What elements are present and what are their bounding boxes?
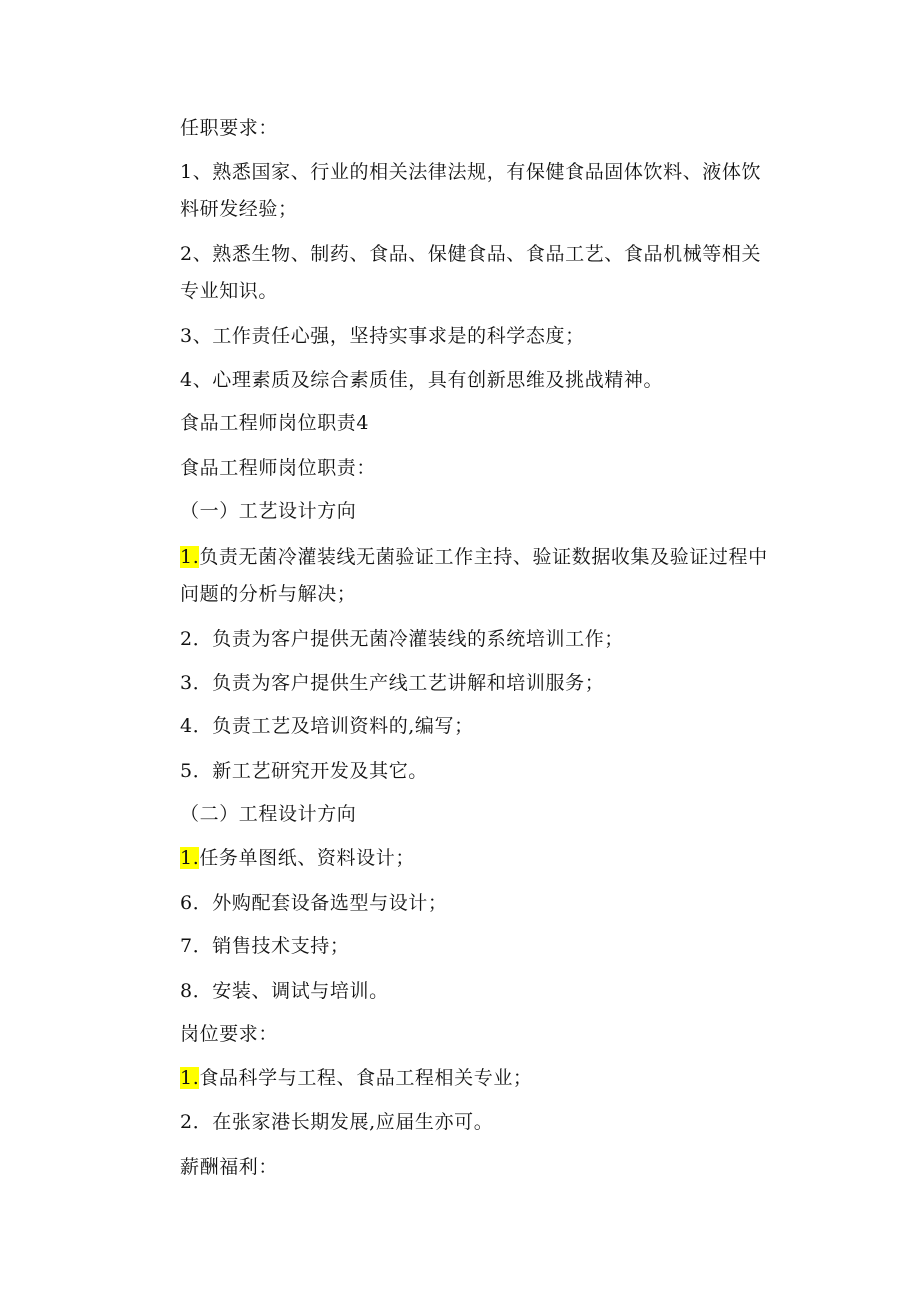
duty-5: 5．新工艺研究开发及其它。 xyxy=(180,760,428,782)
section-title: 食品工程师岗位职责4 xyxy=(180,412,370,434)
requirement-2-line-1: 2、熟悉生物、制药、食品、保健食品、食品工艺、食品机械等相关 xyxy=(180,243,762,265)
post-requirement-2: 2．在张家港长期发展,应届生亦可。 xyxy=(180,1111,494,1133)
highlighted-number: 1. xyxy=(180,546,200,568)
requirement-1-line-1: 1、熟悉国家、行业的相关法律法规，有保健食品固体饮料、液体饮 xyxy=(180,161,762,183)
engineering-6: 6．外购配套设备选型与设计； xyxy=(180,892,448,914)
requirement-4: 4、心理素质及综合素质佳，具有创新思维及挑战精神。 xyxy=(180,369,664,391)
salary-heading: 薪酬福利： xyxy=(180,1156,279,1178)
duty-1-text: 负责无菌冷灌装线无菌验证工作主持、验证数据收集及验证过程中 xyxy=(199,546,768,568)
post-requirement-1-text: 食品科学与工程、食品工程相关专业； xyxy=(199,1067,533,1089)
engineering-8: 8．安装、调试与培训。 xyxy=(180,980,389,1002)
requirement-1-line-2: 料研发经验； xyxy=(180,198,298,220)
highlighted-number: 1. xyxy=(180,1067,200,1089)
post-requirement-1 xyxy=(180,1066,533,1090)
requirement-2-line-2: 专业知识。 xyxy=(180,280,279,302)
duty-3: 3．负责为客户提供生产线工艺讲解和培训服务； xyxy=(180,672,605,694)
duty-1-line-2: 问题的分析与解决； xyxy=(180,583,357,605)
duty-4: 4．负责工艺及培训资料的,编写； xyxy=(180,715,474,737)
direction-1-heading: （一）工艺设计方向 xyxy=(180,500,357,522)
engineering-1 xyxy=(180,846,415,870)
requirements-heading: 任职要求： xyxy=(180,117,279,139)
duties-heading: 食品工程师岗位职责： xyxy=(180,457,377,479)
highlighted-number: 1. xyxy=(180,847,200,869)
engineering-1-text: 任务单图纸、资料设计； xyxy=(199,847,415,869)
engineering-7: 7．销售技术支持； xyxy=(180,935,350,957)
direction-2-heading: （二）工程设计方向 xyxy=(180,803,357,825)
requirement-3: 3、工作责任心强，坚持实事求是的科学态度； xyxy=(180,325,585,347)
duty-1-line-1 xyxy=(180,545,768,569)
duty-2: 2．负责为客户提供无菌冷灌装线的系统培训工作； xyxy=(180,628,624,650)
post-requirements-heading: 岗位要求： xyxy=(180,1023,279,1045)
